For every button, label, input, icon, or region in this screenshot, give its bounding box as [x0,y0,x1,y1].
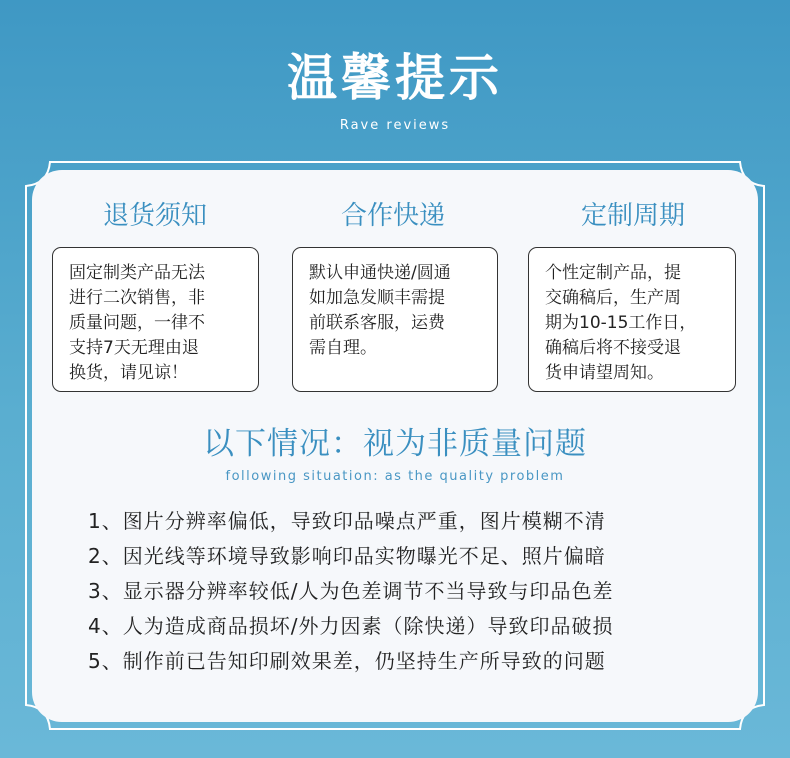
list-item: 2、因光线等环境导致影响印品实物曝光不足、照片偏暗 [88,544,606,568]
production-cycle-line: 个性定制产品，提 [545,263,681,283]
page-title: 温馨提示 [287,49,503,107]
production-cycle-line: 交确稿后，生产周 [545,288,681,308]
list-item: 1、图片分辨率偏低，导致印品噪点严重，图片模糊不清 [88,509,606,533]
return-policy-line: 固定制类产品无法 [69,263,205,283]
courier-box [292,247,498,392]
courier-heading: 合作快递 [340,201,445,231]
page-subtitle: Rave reviews [339,118,451,133]
return-policy-heading: 退货须知 [102,201,207,231]
list-item: 3、显示器分辨率较低/人为色差调节不当导致与印品色差 [88,579,614,603]
list-item: 5、制作前已告知印刷效果差，仍坚持生产所导致的问题 [88,649,606,673]
return-policy-line: 进行二次销售，非 [69,288,205,308]
production-cycle-line: 期为10-15工作日， [545,313,697,333]
non-quality-issues-list [88,504,728,679]
production-cycle-line: 货申请望周知。 [545,363,664,383]
courier-line: 前联系客服，运费 [309,313,445,333]
production-cycle-heading: 定制周期 [580,201,685,231]
return-policy-line: 换货，请见谅！ [69,363,188,383]
production-cycle-line: 确稿后将不接受退 [545,338,681,358]
list-item: 4、人为造成商品损坏/外力因素（除快递）导致印品破损 [88,614,614,638]
production-cycle-box [528,247,736,392]
courier-line: 默认申通快递/圆通 [309,263,451,283]
return-policy-box [52,247,259,392]
courier-line: 如加急发顺丰需提 [309,288,445,308]
return-policy-line: 支持7天无理由退 [69,338,199,358]
courier-line: 需自理。 [309,338,377,358]
return-policy-line: 质量问题，一律不 [69,313,205,333]
non-quality-issues-title: 以下情况：视为非质量问题 [203,426,587,462]
non-quality-issues-subtitle: following situation: as the quality problem [225,469,565,484]
